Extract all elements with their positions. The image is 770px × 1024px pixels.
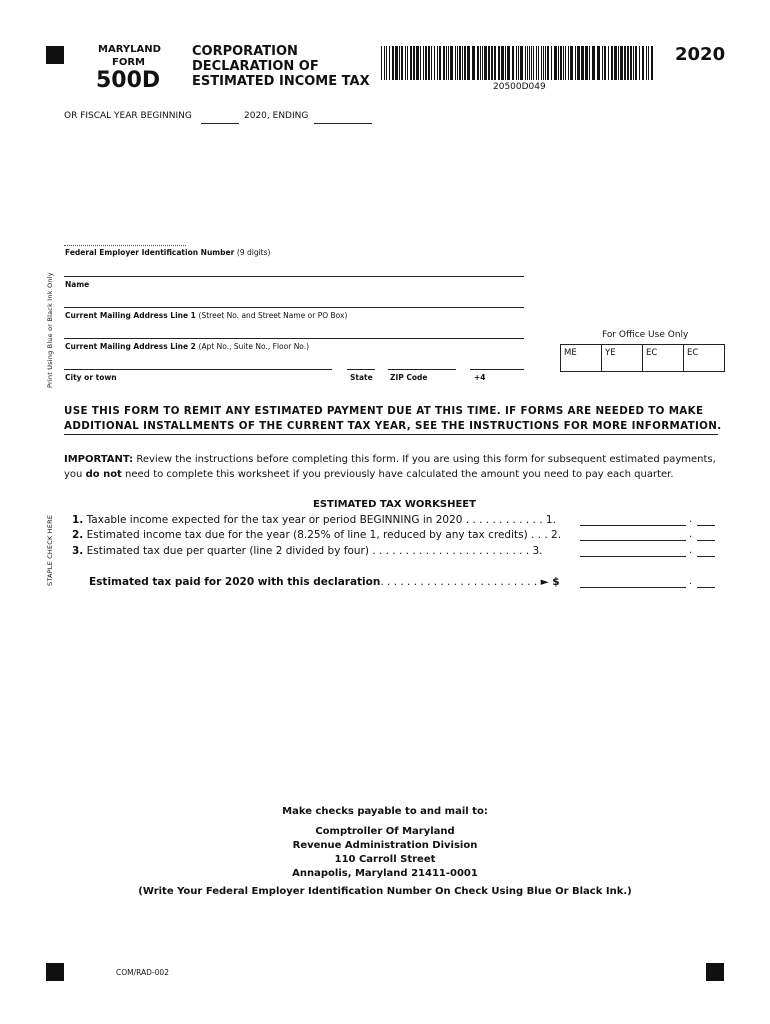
- registration-mark-top-left: [46, 46, 64, 64]
- worksheet-line-2: 2. Estimated income tax due for the year (8.25% of line 1, reduced by any tax credits) . . . 2.: [72, 529, 562, 541]
- mail-line-2: Revenue Administration Division: [292, 840, 478, 851]
- state-field[interactable]: [347, 369, 375, 370]
- barcode-graphic: [381, 46, 655, 80]
- fiscal-end-label: 2020, ENDING: [244, 111, 309, 121]
- paid-decimal: .: [689, 576, 693, 587]
- form-code: COM/RAD-002: [116, 968, 169, 977]
- plus4-field[interactable]: [470, 369, 524, 370]
- line-1-amount-field[interactable]: [580, 525, 686, 526]
- address-line-1-field[interactable]: [64, 307, 524, 308]
- mail-line-1: Comptroller Of Maryland: [315, 826, 455, 837]
- fein-field[interactable]: [64, 245, 186, 246]
- mail-line-3: 110 Carroll Street: [334, 854, 436, 865]
- remit-notice-line-1: USE THIS FORM TO REMIT ANY ESTIMATED PAYMENT DUE AT THIS TIME. IF FORMS ARE NEEDED TO MAKE: [64, 405, 704, 417]
- address-line-2-field[interactable]: [64, 338, 524, 339]
- name-label: Name: [65, 280, 90, 289]
- paid-cents-field[interactable]: [697, 587, 715, 588]
- form-word: FORM: [112, 57, 145, 68]
- city-label: City or town: [65, 373, 117, 382]
- barcode-number: 20500D049: [493, 82, 546, 92]
- form-title: [192, 44, 370, 89]
- zip-label: ZIP Code: [390, 373, 428, 382]
- estimated-tax-paid-field[interactable]: [580, 587, 686, 588]
- address-line-2-label: Current Mailing Address Line 2 (Apt No., Suite No., Floor No.): [65, 342, 310, 351]
- office-cell-ec-2: EC: [687, 348, 699, 358]
- important-label: IMPORTANT:: [64, 454, 134, 465]
- notice-divider: [64, 434, 718, 435]
- line-2-amount-field[interactable]: [580, 540, 686, 541]
- line-1-decimal: .: [689, 514, 693, 525]
- state-field-label: State: [350, 373, 373, 382]
- line-1-cents-field[interactable]: [697, 525, 715, 526]
- form-title-line-1: CORPORATION: [192, 44, 298, 59]
- address-line-1-label: Current Mailing Address Line 1 (Street No. and Street Name or PO Box): [65, 311, 348, 320]
- remit-notice: [64, 404, 722, 434]
- form-number: 500D: [96, 68, 161, 93]
- city-field[interactable]: [64, 369, 332, 370]
- mail-heading: Make checks payable to and mail to:: [282, 806, 488, 817]
- zip-field[interactable]: [388, 369, 456, 370]
- office-cell-me: ME: [561, 345, 602, 371]
- mail-line-4: Annapolis, Maryland 21411-0001: [292, 868, 478, 879]
- plus4-label: +4: [474, 373, 486, 382]
- worksheet-line-3: 3. Estimated tax due per quarter (line 2 divided by four) . . . . . . . . . . . . . . . . . . . . . . . . 3.: [72, 545, 543, 557]
- form-title-line-3: ESTIMATED INCOME TAX: [192, 74, 370, 89]
- fiscal-begin-label: OR FISCAL YEAR BEGINNING: [64, 111, 192, 121]
- office-use-title: For Office Use Only: [602, 330, 689, 340]
- office-use-box: [560, 344, 725, 372]
- line-3-cents-field[interactable]: [697, 556, 715, 557]
- fiscal-begin-field[interactable]: [201, 123, 239, 124]
- line-2-decimal: .: [689, 529, 693, 540]
- registration-mark-bottom-left: [46, 963, 64, 981]
- ink-note: Print Using Blue or Black Ink Only: [46, 272, 54, 388]
- important-note: IMPORTANT: Review the instructions before completing this form. If you are using this form for subsequent estimated payments, you do not need to complete this worksheet if you previously have calculated the amount you need to pay each quarter.: [64, 454, 716, 480]
- form-title-line-2: DECLARATION OF: [192, 59, 319, 74]
- tax-year: 2020: [675, 44, 726, 65]
- check-ink-note: (Write Your Federal Employer Identification Number On Check Using Blue Or Black Ink.): [138, 886, 632, 897]
- name-field[interactable]: [64, 276, 524, 277]
- staple-note: STAPLE CHECK HERE: [46, 514, 54, 586]
- office-cell-ye: YE: [602, 345, 643, 371]
- estimated-tax-paid-row: Estimated tax paid for 2020 with this declaration. . . . . . . . . . . . . . . . . . . . . . . . ► $: [89, 576, 560, 588]
- line-3-decimal: .: [689, 545, 693, 556]
- office-cell-ec-1: EC: [643, 345, 684, 371]
- registration-mark-bottom-right: [706, 963, 724, 981]
- state-label: MARYLAND: [98, 44, 161, 55]
- line-2-cents-field[interactable]: [697, 540, 715, 541]
- worksheet-line-1: 1. Taxable income expected for the tax year or period BEGINNING in 2020 . . . . . . . . . . . . 1.: [72, 514, 556, 526]
- fein-label: Federal Employer Identification Number (9 digits): [65, 248, 271, 257]
- line-3-amount-field[interactable]: [580, 556, 686, 557]
- fiscal-end-field[interactable]: [314, 123, 372, 124]
- remit-notice-line-2: ADDITIONAL INSTALLMENTS OF THE CURRENT TAX YEAR, SEE THE INSTRUCTIONS FOR MORE INFORMATION.: [64, 420, 722, 432]
- worksheet-title: ESTIMATED TAX WORKSHEET: [313, 499, 476, 510]
